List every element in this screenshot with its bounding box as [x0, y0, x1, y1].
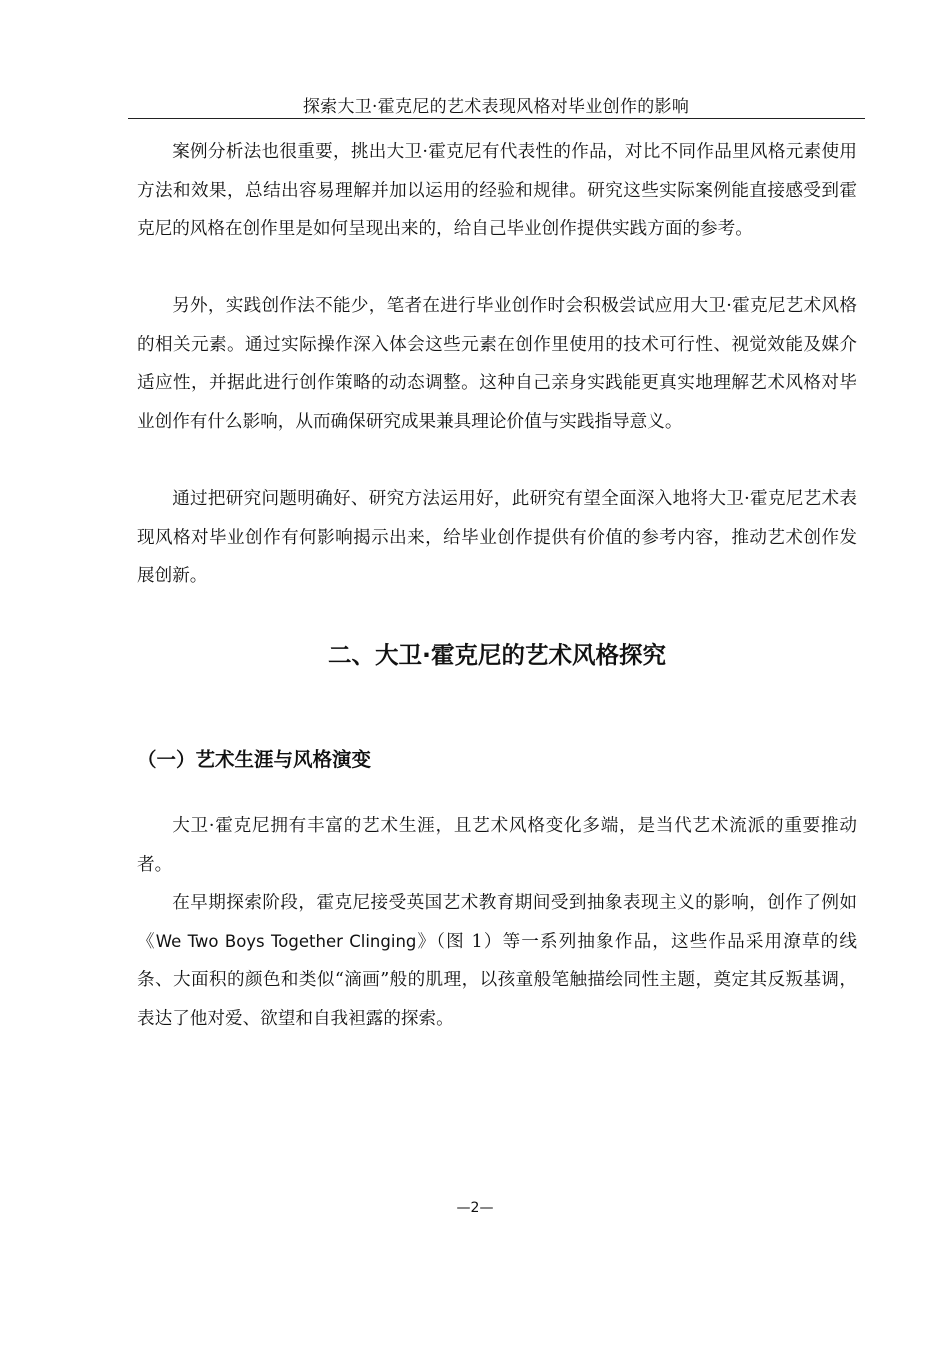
- paragraph-early-period-end: 》（图 1）等一系列抽象作品，这些作品采用潦草的线条、大面积的颜色和类似“滴画”般的肌理，以孩童般笔触描绘同性主题，奠定其反叛基调，表达了他对爱、欲望和自我袒露的探索。: [137, 931, 857, 1029]
- paragraph-case-analysis: 案例分析法也很重要，挑出大卫·霍克尼有代表性的作品，对比不同作品里风格元素使用方法和效果，总结出容易理解并加以运用的经验和规律。研究这些实际案例能直接感受到霍克尼的风格在创作里是如何呈现出来的，给自己毕业创作提供实践方面的参考。: [137, 142, 857, 240]
- section-title: 二、大卫·霍克尼的艺术风格探究: [328, 641, 666, 669]
- paragraph-practice-method: 另外，实践创作法不能少，笔者在进行毕业创作时会积极尝试应用大卫·霍克尼艺术风格的相关元素。通过实际操作深入体会这些元素在创作里使用的技术可行性、视觉效能及媒介适应性，并据此进行创作策略的动态调整。这种自己亲身实践能更真实地理解艺术风格对毕业创作有什么影响，从而确保研究成果兼具理论价值与实践指导意义。: [137, 296, 857, 432]
- page-number: —2—: [456, 1200, 494, 1216]
- header-rule: [128, 118, 865, 119]
- paragraph-early-period-start: 在早期探索阶段，霍克尼接受英国艺术教育期间受到抽象表现主义的影响，创作了例如《: [137, 893, 857, 952]
- paragraph-early-period: [137, 884, 857, 1038]
- paragraph-research-summary: 通过把研究问题明确好、研究方法运用好，此研究有望全面深入地将大卫·霍克尼艺术表现风格对毕业创作有何影响揭示出来，给毕业创作提供有价值的参考内容，推动艺术创作发展创新。: [137, 489, 857, 587]
- artwork-title: We Two Boys Together Clinging: [155, 931, 417, 951]
- running-header: 探索大卫·霍克尼的艺术表现风格对毕业创作的影响: [302, 97, 690, 117]
- paragraph-career-intro: 大卫·霍克尼拥有丰富的艺术生涯，且艺术风格变化多端，是当代艺术流派的重要推动者。: [137, 816, 857, 875]
- subsection-title: （一）艺术生涯与风格演变: [137, 748, 372, 771]
